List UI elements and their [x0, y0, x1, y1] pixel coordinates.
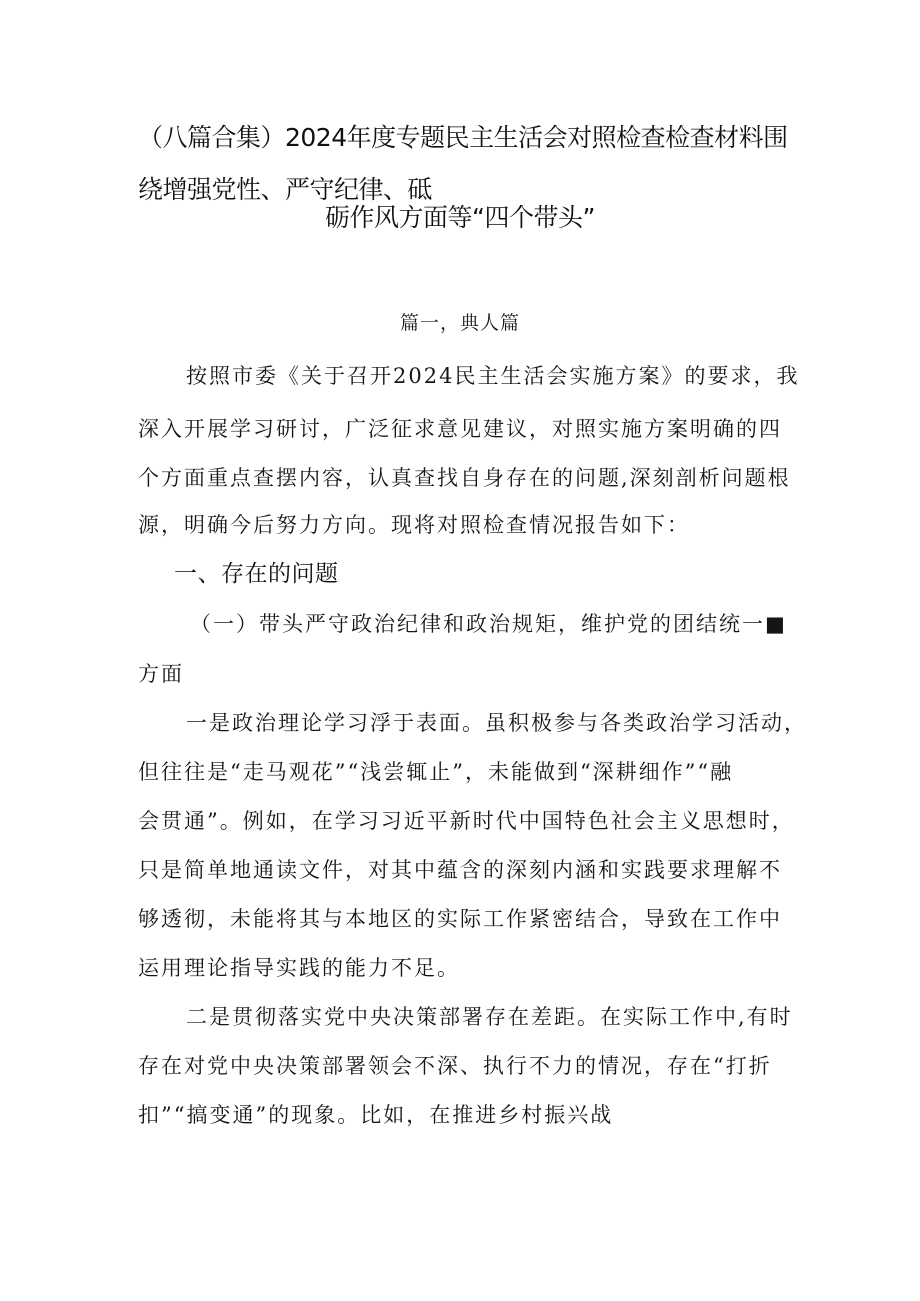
document-title-line-3: 砺作风方面等“四个带头”	[325, 203, 595, 232]
section-heading: 一、存在的问题	[174, 561, 339, 587]
subsection-heading-line-1: （一）带头严守政治纪律和政治规矩，维护党的团结统一■	[190, 612, 787, 636]
point1-line-3: 会贯通”。例如，在学习习近平新时代中国特色社会主义思想时，	[138, 809, 795, 833]
intro-paragraph-line-4: 源，明确今后努力方向。现将对照检查情况报告如下：	[138, 513, 690, 537]
point2-line-3: 扣”“搞变通”的现象。比如，在推进乡村振兴战	[138, 1103, 614, 1127]
point1-line-4: 只是简单地通读文件，对其中蕴含的深刻内涵和实践要求理解不	[138, 858, 782, 882]
point1-line-1: 一是政治理论学习浮于表面。虽积极参与各类政治学习活动，	[186, 711, 807, 735]
point1-line-2: 但往往是“走马观花”“浅尝辄止”，未能做到“深耕细作”“融	[138, 760, 734, 784]
point2-line-2: 存在对党中央决策部署领会不深、执行不力的情况，存在“打折	[138, 1054, 772, 1078]
point1-line-6: 运用理论指导实践的能力不足。	[138, 956, 460, 980]
subsection-heading-line-2: 方面	[138, 662, 184, 686]
intro-paragraph-line-3: 个方面重点查摆内容，认真查找自身存在的问题,深刻剖析问题根	[138, 466, 791, 490]
intro-paragraph-line-2: 深入开展学习研讨，广泛征求意见建议，对照实施方案明确的四	[138, 417, 782, 441]
point1-line-5: 够透彻，未能将其与本地区的实际工作紧密结合，导致在工作中	[138, 907, 782, 931]
intro-paragraph-line-1: 按照市委《关于召开2024民主生活会实施方案》的要求，我	[186, 364, 800, 388]
section-subtitle: 篇一，典人篇	[399, 312, 520, 334]
document-title-line-2: 绕增强党性、严守纪律、砥	[138, 175, 433, 204]
point2-line-1: 二是贯彻落实党中央决策部署存在差距。在实际工作中,有时	[186, 1005, 793, 1029]
document-title-line-1: （八篇合集）2024年度专题民主生活会对照检查检查材料围	[138, 123, 788, 152]
